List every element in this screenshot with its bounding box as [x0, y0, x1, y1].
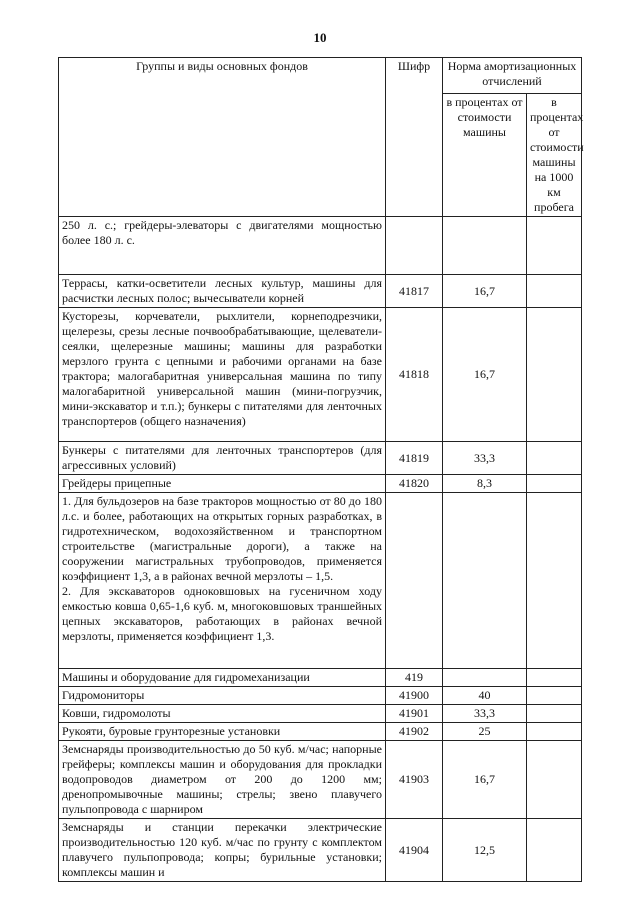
- table-row: [59, 308, 582, 442]
- code-cell: 41902: [386, 723, 443, 741]
- group-description: Машины и оборудование для гидромеханизации: [59, 669, 386, 687]
- table-row: [59, 275, 582, 308]
- percent-of-machine-cell: 16,7: [443, 741, 527, 819]
- percent-per-1000km-cell: [527, 275, 582, 308]
- header-percent-of-machine: в процентах от стоимости машины: [443, 94, 527, 217]
- table-row: [59, 442, 582, 475]
- table-row: [59, 705, 582, 723]
- code-cell: 41903: [386, 741, 443, 819]
- code-cell: 41904: [386, 819, 443, 882]
- group-description: Земснаряды и станции перекачки электрические производительностью 120 куб. м/час по грунту с комплектом плавучего пульпопровода; копры; бурильные установки; комплексы машин и: [59, 819, 386, 882]
- percent-per-1000km-cell: [527, 687, 582, 705]
- group-description: Кусторезы, корчеватели, рыхлители, корнеподрезчики, щелерезы, срезы лесные почвообрабатывающие, щелеватели-сеялки, щелерезные машины; машины для разработки мерзлого грунта с цепными и рабочими органами на базе трактора; малогабаритная универсальная машина по типу малогабаритной универсальной машин (мини-погрузчик, мини-экскаватор и т.п.); бункеры с питателями для ленточных транспортеров (общего назначения): [59, 308, 386, 442]
- code-cell: 41900: [386, 687, 443, 705]
- percent-per-1000km-cell: [527, 493, 582, 669]
- percent-per-1000km-cell: [527, 308, 582, 442]
- group-description: 250 л. с.; грейдеры-элеваторы с двигателями мощностью более 180 л. с.: [59, 217, 386, 275]
- percent-per-1000km-cell: [527, 669, 582, 687]
- percent-of-machine-cell: 16,7: [443, 308, 527, 442]
- percent-of-machine-cell: 40: [443, 687, 527, 705]
- group-description: Бункеры с питателями для ленточных транспортеров (для агрессивных условий): [59, 442, 386, 475]
- code-cell: [386, 493, 443, 669]
- code-cell: 41819: [386, 442, 443, 475]
- header-percent-per-1000km: в процентах от стоимости машины на 1000 км пробега: [527, 94, 582, 217]
- code-cell: 419: [386, 669, 443, 687]
- group-description: 1. Для бульдозеров на базе тракторов мощностью от 80 до 180 л.с. и более, работающих на открытых горных разработках, в гидротехническом, водохозяйственном и транспортном строительстве (магистральные дороги), а также на сооружении магистральных трубопроводов, применяется коэффициент 1,3, а в районах вечной мерзлоты – 1,5. 2. Для экскаваторов одноковшовых на гусеничном ходу емкостью ковша 0,65-1,6 куб. м, многоковшовых траншейных цепных экскаваторов, работающих в районах вечной мерзлоты, применяется коэффициент 1,3.: [59, 493, 386, 669]
- code-cell: 41818: [386, 308, 443, 442]
- table-row: [59, 741, 582, 819]
- group-description: Террасы, катки-осветители лесных культур, машины для расчистки лесных полос; вычесыватели корней: [59, 275, 386, 308]
- table-row: [59, 723, 582, 741]
- table-row: [59, 217, 582, 275]
- header-norm-column: Норма амортизационных отчислений: [443, 58, 582, 94]
- table-row: [59, 669, 582, 687]
- percent-of-machine-cell: 8,3: [443, 475, 527, 493]
- table-row: [59, 493, 582, 669]
- percent-of-machine-cell: 12,5: [443, 819, 527, 882]
- percent-of-machine-cell: 16,7: [443, 275, 527, 308]
- percent-per-1000km-cell: [527, 723, 582, 741]
- percent-per-1000km-cell: [527, 475, 582, 493]
- table-row: [59, 687, 582, 705]
- percent-of-machine-cell: [443, 669, 527, 687]
- code-cell: [386, 217, 443, 275]
- percent-of-machine-cell: 25: [443, 723, 527, 741]
- code-cell: 41820: [386, 475, 443, 493]
- percent-per-1000km-cell: [527, 705, 582, 723]
- percent-of-machine-cell: [443, 217, 527, 275]
- percent-per-1000km-cell: [527, 741, 582, 819]
- table-row: [59, 819, 582, 882]
- table-row: [59, 475, 582, 493]
- code-cell: 41817: [386, 275, 443, 308]
- table-body: [59, 217, 582, 882]
- group-description: Рукояти, буровые грунторезные установки: [59, 723, 386, 741]
- percent-per-1000km-cell: [527, 217, 582, 275]
- percent-of-machine-cell: 33,3: [443, 705, 527, 723]
- percent-of-machine-cell: 33,3: [443, 442, 527, 475]
- header-group-column: Группы и виды основных фондов: [59, 58, 386, 217]
- percent-of-machine-cell: [443, 493, 527, 669]
- group-description: Гидромониторы: [59, 687, 386, 705]
- page-number: 10: [313, 30, 327, 45]
- group-description: Земснаряды производительностью до 50 куб. м/час; напорные грейферы; комплексы машин и оборудования для прокладки водопроводов диаметром от 200 до 1200 мм; дренопромывочные машины; стрелы; звено плавучего пульпопровода с шарниром: [59, 741, 386, 819]
- code-cell: 41901: [386, 705, 443, 723]
- depreciation-norms-table: [58, 57, 582, 882]
- percent-per-1000km-cell: [527, 819, 582, 882]
- header-code-column: Шифр: [386, 58, 443, 217]
- group-description: Ковши, гидромолоты: [59, 705, 386, 723]
- percent-per-1000km-cell: [527, 442, 582, 475]
- group-description: Грейдеры прицепные: [59, 475, 386, 493]
